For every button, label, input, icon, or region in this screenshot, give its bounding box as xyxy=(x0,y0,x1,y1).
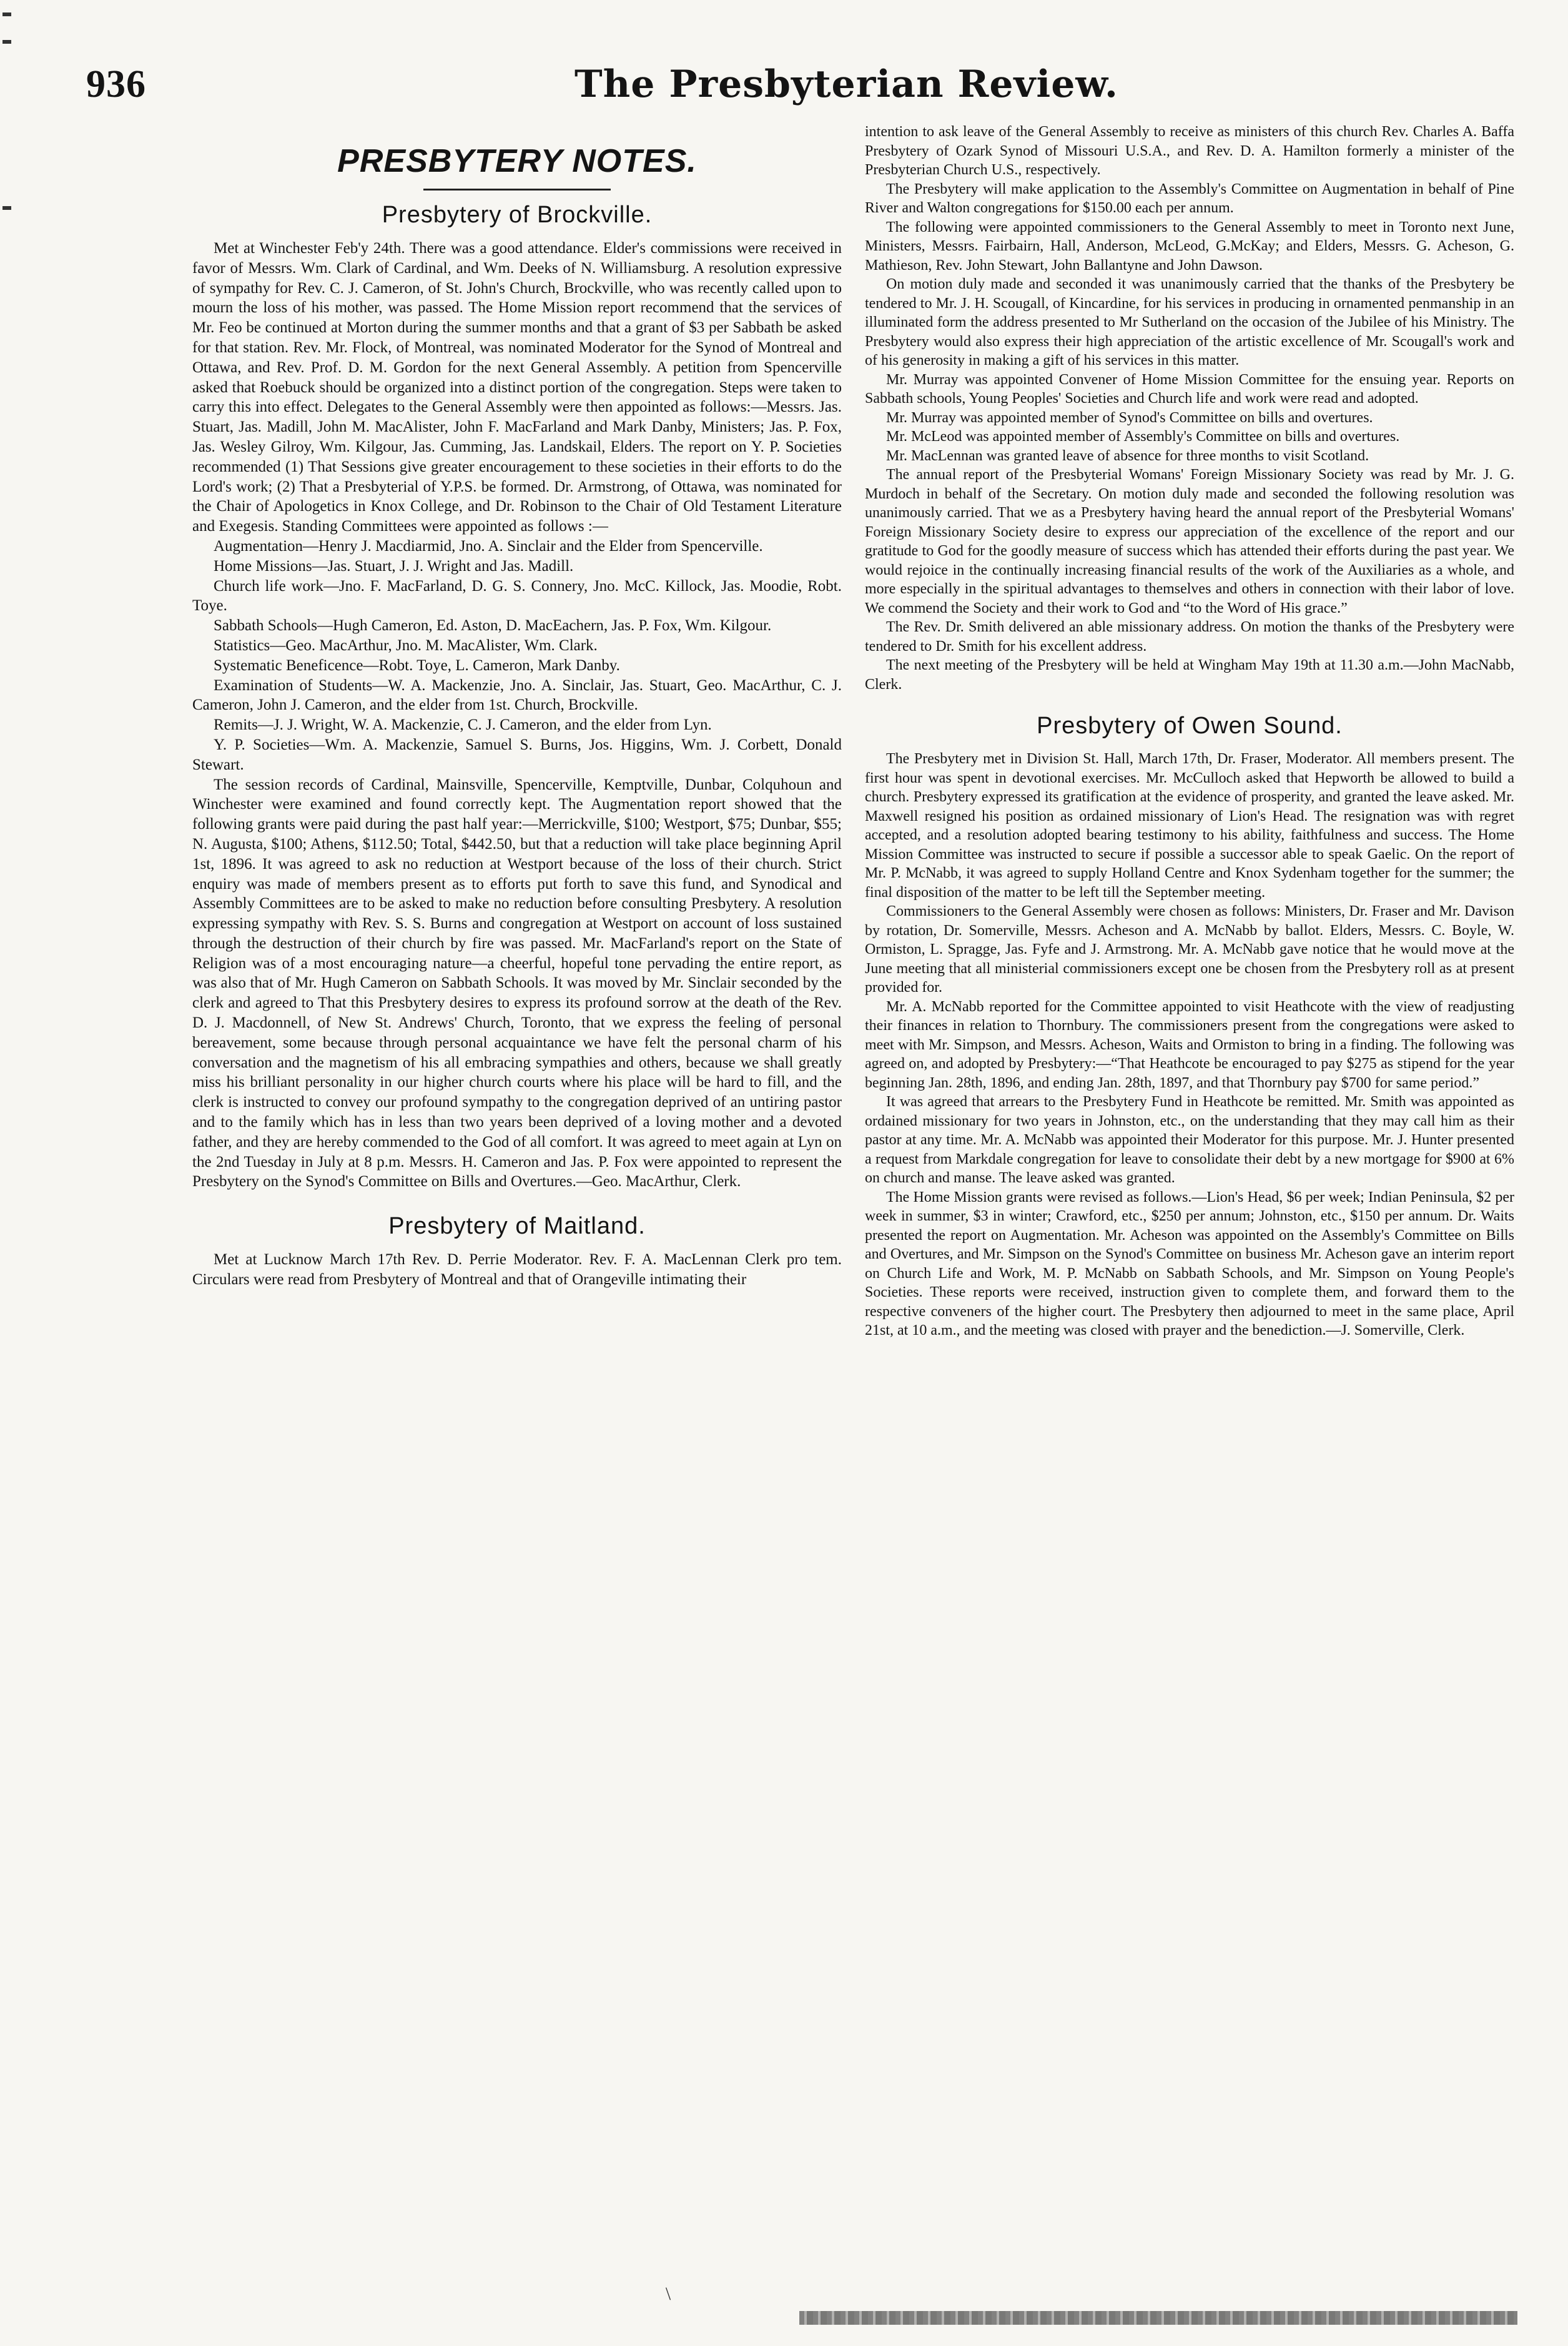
brockville-heading: Presbytery of Brockville. xyxy=(382,202,653,228)
article-paragraph: Mr. Murray was appointed member of Synod's Committee on bills and overtures. xyxy=(886,409,1373,426)
article-paragraph: The Presbytery will make application to the Assembly's Committee on Augmentation in behalf of Pine River and Walton congregations for $150.00 each per annum. xyxy=(865,181,1514,216)
masthead-title: The Presbyterian Review. xyxy=(574,62,1118,106)
article-paragraph: The Presbytery met in Division St. Hall, March 17th, Dr. Fraser, Moderator. All members present. The first hour was spent in devotional exercises. Mr. McCulloch asked that Hepworth be allowed to build a church. Presbytery expressed its gratification at the evidence of prosperity, and granted the leave asked. Mr. Maxwell resigned his position as ordained missionary of Lion's Head. The resignation was with regret accepted, and a resolution adopted bearing testimony to his ability, faithfulness and success. The Home Mission Committee was instructed to secure if possible a successor able to speak Gaelic. On the report of Mr. P. McNabb, it was agreed to supply Holland Centre and Knox Sydenham together for the summer; the final disposition of the matter to be left till the September meeting. xyxy=(865,751,1514,901)
committee-entry: Sabbath Schools—Hugh Cameron, Ed. Aston, D. MacEachern, Jas. P. Fox, Wm. Kilgour. xyxy=(214,617,772,635)
article-paragraph: On motion duly made and seconded it was unanimously carried that the thanks of the Presbytery be tendered to Mr. J. H. Scougall, of Kincardine, for his services in producing in ornamented penmanship in an illuminated form the address presented to Mr Sutherland on the occasion of the Jubilee of his Ministry. The Presbytery would also express their high appreciation of the artistic excellence of Mr. Scougall's work and of his generosity in making a gift of his services in this matter. xyxy=(865,276,1514,369)
right-column xyxy=(865,122,1514,1340)
article-paragraph: intention to ask leave of the General Assembly to receive as ministers of this church Rev. Charles A. Baffa Presbytery of Ozark Synod of Missouri U.S.A., and Rev. D. A. Hamilton formerly a minister of the Presbyterian Church U.S., respectively. xyxy=(865,124,1514,178)
bottom-mark: \ xyxy=(665,2284,671,2304)
article-paragraph: Mr. A. McNabb reported for the Committee appointed to visit Heathcote with the view of readjusting their finances in relation to Thornbury. The commissioners present from the congregations were asked to meet with Mr. Simpson, and Messrs. Acheson, Waits and Ormiston to bring in a finding. The following was agreed on, and adopted by Presbytery:—“That Heathcote be encouraged to pay $275 as stipend for the year beginning Jan. 28th, 1896, and ending Jan. 28th, 1897, and that Thornbury pay $700 for same period.” xyxy=(865,998,1514,1091)
committee-entry: Remits—J. J. Wright, W. A. Mackenzie, C. J. Cameron, and the elder from Lyn. xyxy=(214,716,712,734)
committee-entry: Examination of Students—W. A. Mackenzie, Jno. A. Sinclair, Jas. Stuart, Geo. MacArthur, C. J. Cameron, John J. Cameron, and the elder from 1st. Church, Brockville. xyxy=(192,676,842,714)
article-paragraph: Commissioners to the General Assembly were chosen as follows: Ministers, Dr. Fraser and Mr. Davison by rotation, Dr. Somerville, Messrs. Acheson and A. McNabb by ballot. Elders, Messrs. C. Boyle, W. Ormiston, L. Spragge, Jas. Fyfe and J. Armstrong. Mr. A. McNabb gave notice that he would move at the June meeting that all ministerial commissioners except one be chosen from the Presbytery roll as at present provided for. xyxy=(865,903,1514,996)
article-paragraph: The following were appointed commissioners to the General Assembly to meet in Toronto next June, Ministers, Messrs. Fairbairn, Hall, Anderson, McLeod, G.McKay; and Elders, Messrs. G. Acheson, G. Mathieson, Rev. John Stewart, John Ballantyne and John Dawson. xyxy=(865,219,1514,274)
article-paragraph: Mr. McLeod was appointed member of Assembly's Committee on bills and overtures. xyxy=(886,428,1400,445)
owen-sound-heading: Presbytery of Owen Sound. xyxy=(1037,713,1343,739)
article-paragraph: The Home Mission grants were revised as follows.—Lion's Head, $6 per week; Indian Peninsula, $2 per week in summer, $3 in winter; Crawford, etc., $250 per annum; Johnston, etc., $150 per annum. Dr. Waits presented the report on Augmentation. Mr. Acheson was appointed on the Assembly's Committee on Bills and Overtures, and Mr. Simpson on the Synod's Committee on business Mr. Acheson gave an interim report on Church Life and Work, M. P. McNabb on Sabbath Schools, and Mr. Simpson on Young People's Societies. These reports were received, instruction given to complete them, and forward them to the respective conveners of the higher court. The Presbytery then adjourned to meet in the same place, April 21st, at 10 a.m., and the meeting was closed with prayer and the benediction.—J. Somerville, Clerk. xyxy=(865,1189,1514,1339)
article-paragraph: The next meeting of the Presbytery will be held at Wingham May 19th at 11.30 a.m.—John MacNabb, Clerk. xyxy=(865,657,1514,693)
article-paragraph: Met at Lucknow March 17th Rev. D. Perrie Moderator. Rev. F. A. MacLennan Clerk pro tem. Circulars were read from Presbytery of Montreal and that of Orangeville intimating their xyxy=(192,1251,842,1289)
page-number: 936 xyxy=(86,63,146,106)
article-paragraph: Mr. Murray was appointed Convener of Home Mission Committee for the ensuing year. Reports on Sabbath schools, Young Peoples' Societies and Church life and work were read and adopted. xyxy=(865,371,1514,407)
article-paragraph: Met at Winchester Feb'y 24th. There was a good attendance. Elder's commissions were received in favor of Messrs. Wm. Clark of Cardinal, and Wm. Deeks of N. Williamsburg. A resolution expressive of sympathy for Rev. C. J. Cameron, of St. John's Church, Brockville, who was recently called upon to mourn the loss of his mother, was passed. The Home Mission report recommend that the services of Mr. Feo be continued at Morton during the summer months and that a grant of $3 per Sabbath be asked for that station. Rev. Mr. Flock, of Montreal, was nominated Moderator for the Synod of Montreal and Ottawa, and Rev. Prof. D. M. Gordon for the next General Assembly. A petition from Spencerville asked that Roebuck should be organized into a distinct portion of the congregation. Steps were taken to carry this into effect. Delegates to the General Assembly were then appointed as follows:—Messrs. Jas. Stuart, Jas. Madill, John M. MacAlister, John F. MacFarland and Mark Danby, Ministers; Jas. P. Fox, Jas. Wesley Gilroy, Wm. Kilgour, Jas. Cumming, Jas. Landskail, Elders. The report on Y. P. Societies recommended (1) That Sessions give greater encouragement to these societies in their efforts to do the Lord's work; (2) That a Presbyterial of Y.P.S. be formed. Dr. Armstrong, of Ottawa, was nominated for the Chair of Apologetics in Knox College, and Dr. Robinson to the Chair of Old Testament Literature and Exegesis. Standing Committees were appointed as follows :— xyxy=(192,240,842,535)
edge-mark xyxy=(2,206,11,210)
committee-entry: Augmentation—Henry J. Macdiarmid, Jno. A. Sinclair and the Elder from Spencerville. xyxy=(214,537,763,555)
committee-entry: Y. P. Societies—Wm. A. Mackenzie, Samuel S. Burns, Jos. Higgins, Wm. J. Corbett, Donald Stewart. xyxy=(192,736,842,773)
edge-mark xyxy=(2,12,11,16)
committee-entry: Home Missions—Jas. Stuart, J. J. Wright and Jas. Madill. xyxy=(214,557,574,575)
article-paragraph: The session records of Cardinal, Mainsville, Spencerville, Kemptville, Dunbar, Colquhoun and Winchester were examined and found correctly kept. The Augmentation report showed that the following grants were paid during the past half year:—Merrickville, $100; Westport, $75; Dunbar, $55; N. Augusta, $100; Athens, $112.50; Total, $442.50, but that a reduction will take place beginning April 1st, 1896. It was agreed to ask no reduction at Westport because of the loss of their church. Strict enquiry was made of members present as to efforts put forth to save this fund, and Synodical and Assembly Committees are to be asked to make no reduction before consulting Presbytery. A resolution expressing sympathy with Rev. S. S. Burns and congregation at Westport on account of loss sustained through the destruction of their church by fire was passed. Mr. MacFarland's report on the State of Religion was of a most encouraging nature—a cheerful, hopeful tone pervading the entire report, as was also that of Mr. Hugh Cameron on Sabbath Schools. It was moved by Mr. Sinclair seconded by the clerk and agreed to That this Presbytery desires to express its profound sorrow at the death of the Rev. D. J. Macdonnell, of New St. Andrews' Church, Toronto, that we express the feeling of personal bereavement, some because through personal acquaintance we have felt the personal charm of his conversation and the magnetism of his all embracing sympathies and others, because we shall greatly miss his brilliant personality in our higher church courts where his place will be hard to fill, and the clerk is instructed to convey our profound sympathy to the congregation deprived of an untiring pastor and to the family which has in less than two years been deprived of a loving mother and a devoted father, and they are hereby commended to the God of all comfort. It was agreed to meet again at Lyn on the 2nd Tuesday in July at 8 p.m. Messrs. H. Cameron and Jas. P. Fox were appointed to represent the Presbytery on the Synod's Committee on Bills and Overtures.—Geo. MacArthur, Clerk. xyxy=(192,776,842,1190)
scan-edge-artifact xyxy=(799,2311,1517,2325)
article-paragraph: The Rev. Dr. Smith delivered an able missionary address. On motion the thanks of the Presbytery were tendered to Dr. Smith for his excellent address. xyxy=(865,619,1514,655)
committee-entry: Church life work—Jno. F. MacFarland, D. G. S. Connery, Jno. McC. Killock, Jas. Moodie, Robt. Toye. xyxy=(192,577,842,615)
section-title: PRESBYTERY NOTES. xyxy=(337,143,697,179)
title-rule xyxy=(423,189,611,191)
left-column xyxy=(192,125,842,1290)
committee-entry: Statistics—Geo. MacArthur, Jno. M. MacAlister, Wm. Clark. xyxy=(214,636,598,654)
edge-mark xyxy=(2,40,11,44)
committee-entry: Systematic Beneficence—Robt. Toye, L. Cameron, Mark Danby. xyxy=(214,656,620,674)
maitland-heading: Presbytery of Maitland. xyxy=(388,1213,646,1240)
article-paragraph: It was agreed that arrears to the Presbytery Fund in Heathcote be remitted. Mr. Smith was appointed as ordained missionary for two years in Johnston, etc., on the understanding that they may call him as their pastor at any time. Mr. A. McNabb was appointed their Moderator for this purpose. Mr. J. Hunter presented a request from Markdale congregation for leave to consolidate their debt by a new mortgage for $900 at 6% on church and manse. The leave asked was granted. xyxy=(865,1094,1514,1186)
article-paragraph: The annual report of the Presbyterial Womans' Foreign Missionary Society was read by Mr. J. G. Murdoch in behalf of the Secretary. On motion duly made and seconded the following resolution was unanimously carried. That we as a Presbytery having heard the annual report of the Presbyterial Womans' Foreign Missionary Society desire to express our appreciation of the excellence of the report and our gratitude to God for the goodly measure of success which has attended their efforts during the past year. We would rejoice in the continually increasing financial results of the work of the Auxiliaries as a whole, and more especially in the spiritual advantages to themselves and others in connection with their labor of love. We commend the Society and their work to God and “to the Word of His grace.” xyxy=(865,467,1514,616)
article-paragraph: Mr. MacLennan was granted leave of absence for three months to visit Scotland. xyxy=(886,447,1369,464)
